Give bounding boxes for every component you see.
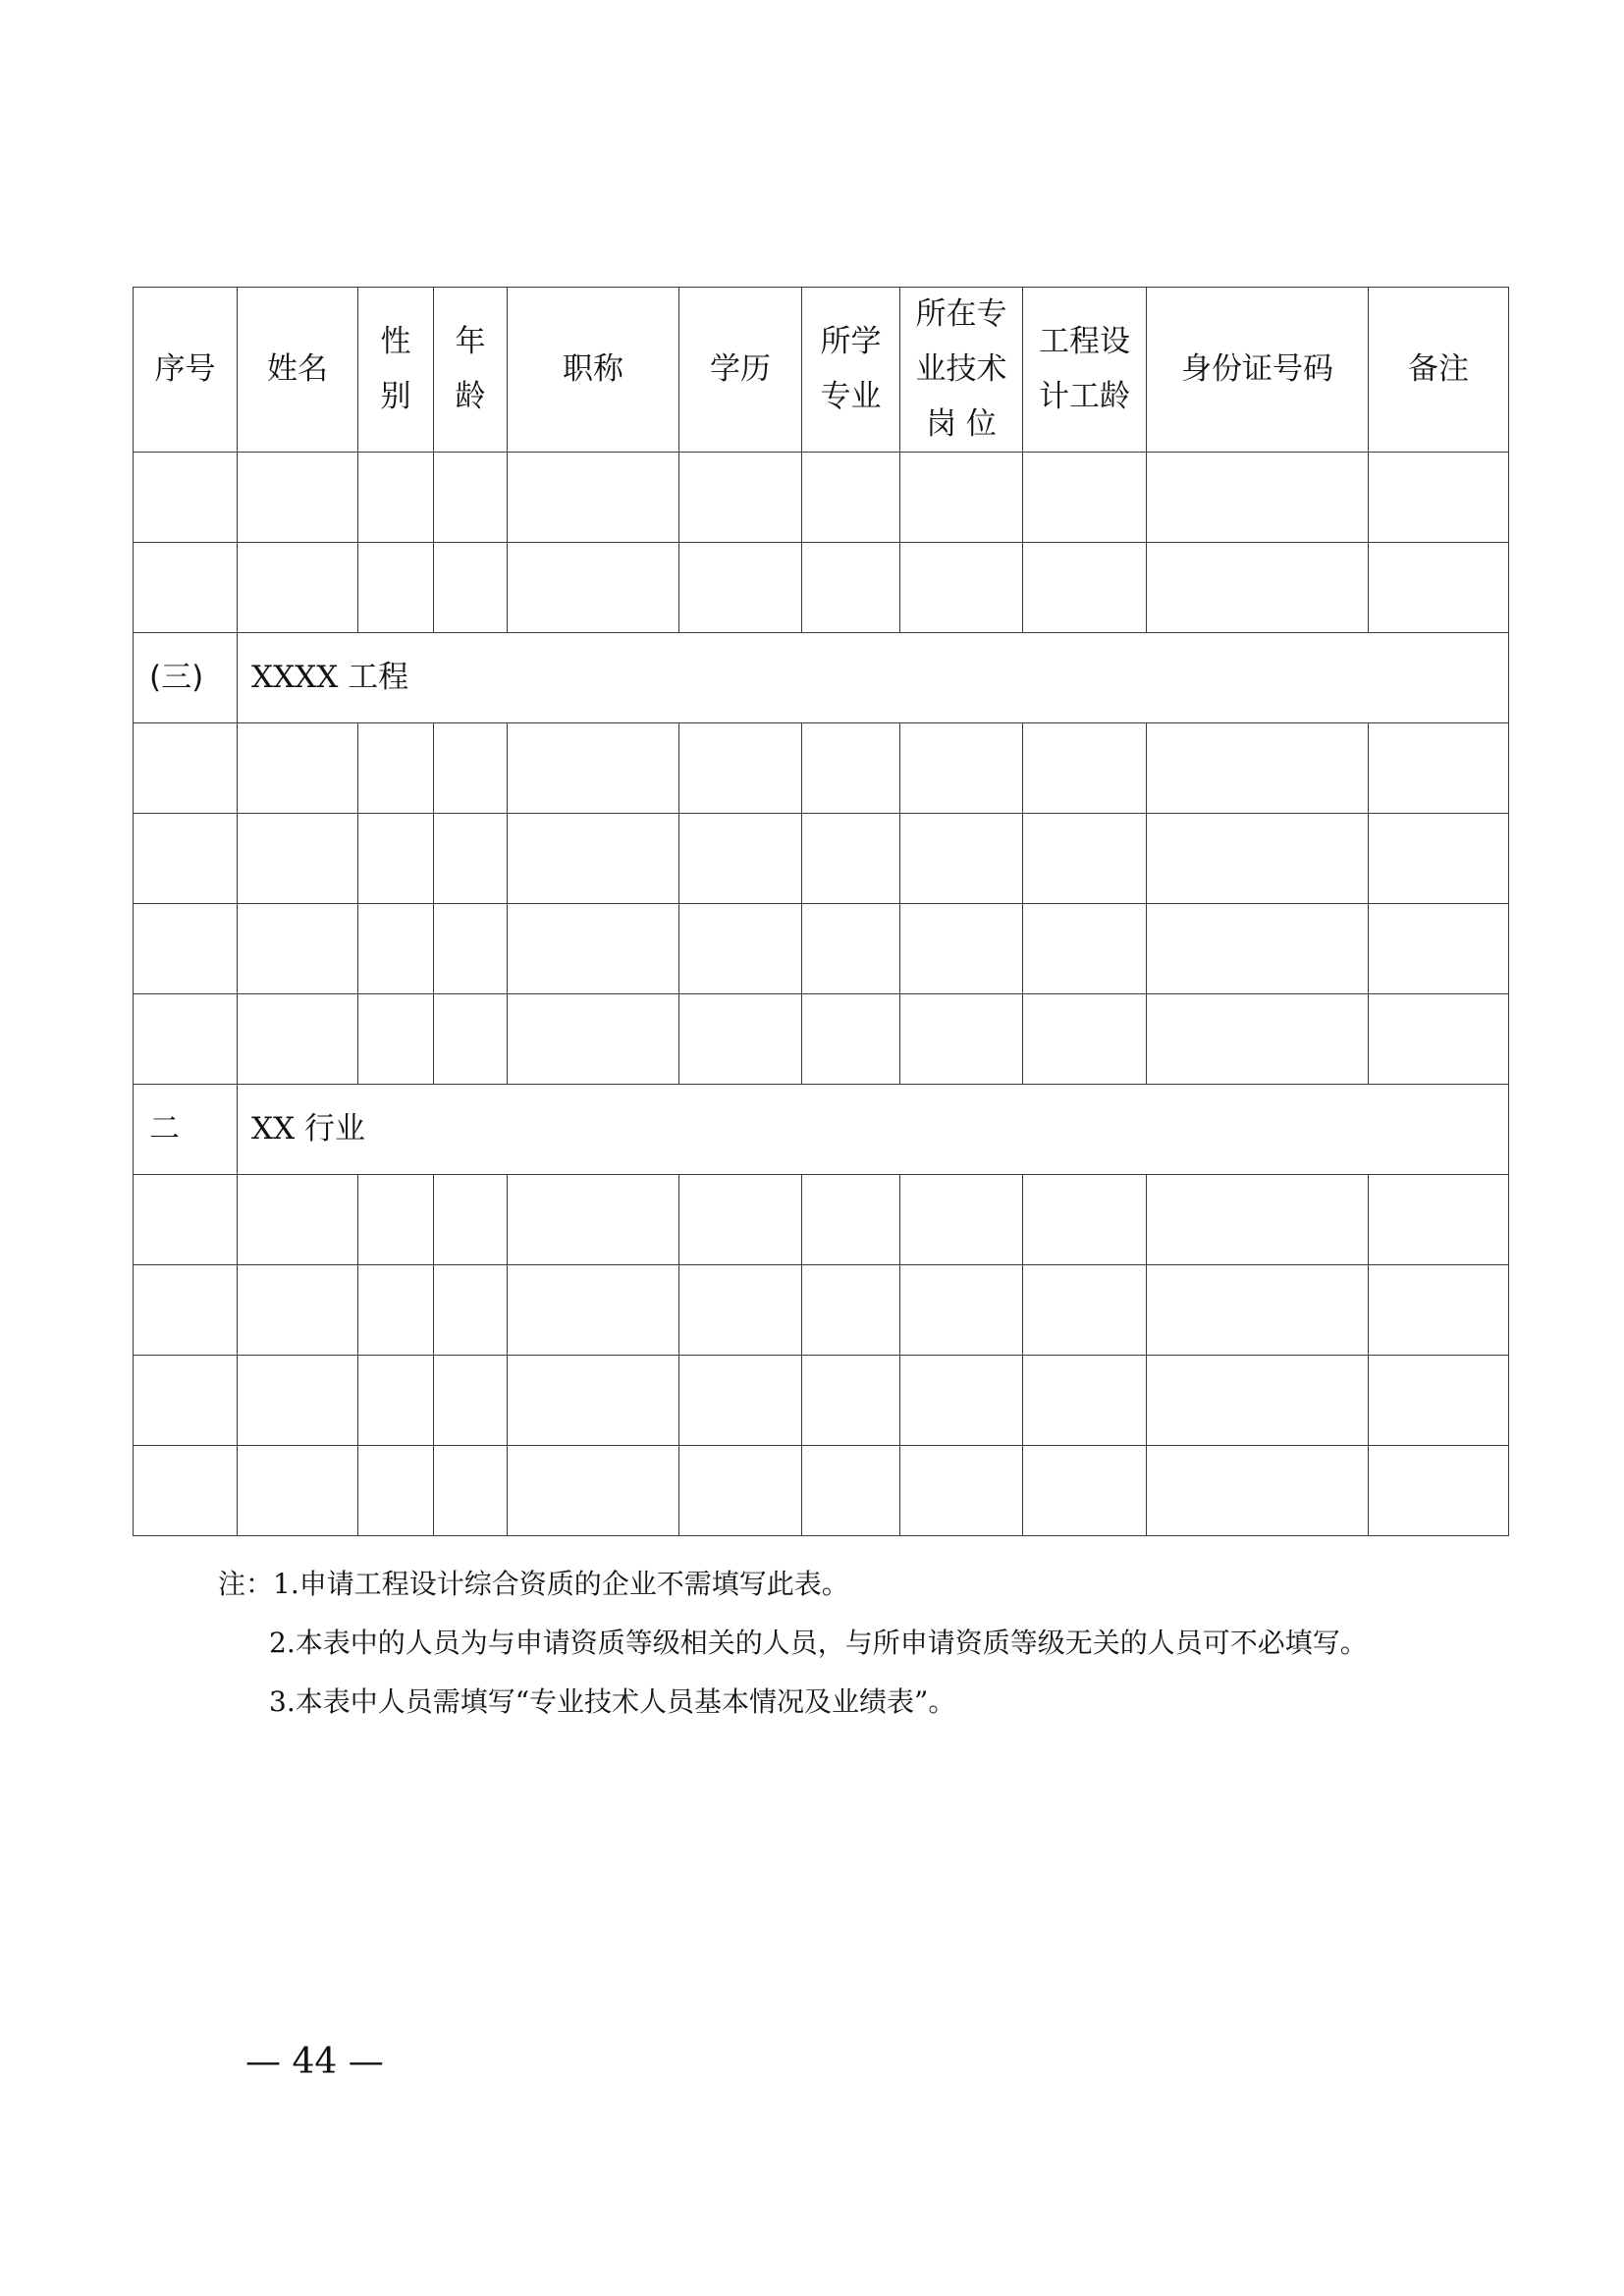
table-cell[interactable] <box>434 723 508 814</box>
table-cell[interactable] <box>900 1265 1023 1356</box>
table-cell[interactable] <box>358 1446 434 1536</box>
table-cell[interactable] <box>1369 1175 1509 1265</box>
table-cell[interactable] <box>802 723 900 814</box>
table-cell[interactable] <box>508 1265 679 1356</box>
table-cell[interactable] <box>238 1446 358 1536</box>
table-cell[interactable] <box>802 1175 900 1265</box>
section-title: XX 行业 <box>238 1085 1509 1175</box>
column-header-line: 专业 <box>820 378 882 414</box>
table-cell[interactable] <box>434 814 508 904</box>
column-header-line: 龄 <box>455 378 486 414</box>
table-cell[interactable] <box>508 1356 679 1446</box>
section-title: XXXX 工程 <box>238 633 1509 723</box>
table-cell[interactable] <box>802 453 900 543</box>
table-cell[interactable] <box>134 723 238 814</box>
column-header <box>508 288 679 453</box>
column-header-line: 计工龄 <box>1039 378 1130 414</box>
table-cell[interactable] <box>679 1446 802 1536</box>
table-cell[interactable] <box>508 814 679 904</box>
table-cell[interactable] <box>900 814 1023 904</box>
section-number: 二 <box>134 1085 238 1175</box>
column-header-line: 所在专 <box>915 296 1007 332</box>
table-cell[interactable] <box>238 904 358 994</box>
table-cell[interactable] <box>679 453 802 543</box>
column-header-label <box>710 343 771 398</box>
table-cell[interactable] <box>358 543 434 633</box>
table-cell[interactable] <box>238 1356 358 1446</box>
table-cell[interactable] <box>434 543 508 633</box>
table-cell[interactable] <box>1023 543 1147 633</box>
table-cell[interactable] <box>1023 994 1147 1085</box>
table-row <box>134 994 1509 1085</box>
column-header-label <box>381 315 411 425</box>
table-cell[interactable] <box>1147 1265 1369 1356</box>
column-header-line: 业技术 <box>915 350 1007 387</box>
table-cell[interactable] <box>900 543 1023 633</box>
table-cell[interactable] <box>508 723 679 814</box>
staff-table <box>133 287 1509 1536</box>
table-cell[interactable] <box>1369 453 1509 543</box>
table-cell[interactable] <box>134 904 238 994</box>
table-cell[interactable] <box>1147 1356 1369 1446</box>
table-cell[interactable] <box>238 1175 358 1265</box>
table-cell[interactable] <box>238 1265 358 1356</box>
column-header-line: 学历 <box>710 350 771 387</box>
table-cell[interactable] <box>900 904 1023 994</box>
column-header-label <box>1408 343 1469 398</box>
table-cell[interactable] <box>900 453 1023 543</box>
table-cell[interactable] <box>134 453 238 543</box>
table-cell[interactable] <box>1147 723 1369 814</box>
table-cell[interactable] <box>508 543 679 633</box>
column-header-label <box>563 343 623 398</box>
table-cell[interactable] <box>1147 814 1369 904</box>
note-item: 2.本表中的人员为与申请资质等级相关的人员，与所申请资质等级无关的人员可不必填写。 <box>269 1627 1368 1659</box>
table-cell[interactable] <box>508 904 679 994</box>
note-line-3 <box>218 1673 1494 1732</box>
table-cell[interactable] <box>802 994 900 1085</box>
section-number: (三) <box>134 633 238 723</box>
table-cell[interactable] <box>1147 453 1369 543</box>
table-cell[interactable] <box>508 453 679 543</box>
table-cell[interactable] <box>679 904 802 994</box>
table-cell[interactable] <box>358 1356 434 1446</box>
page-number: — 44 — <box>245 2042 384 2082</box>
section-row <box>134 633 1509 723</box>
table-cell[interactable] <box>1023 1265 1147 1356</box>
table-cell[interactable] <box>434 994 508 1085</box>
column-header-line: 职称 <box>563 350 623 387</box>
table-cell[interactable] <box>679 814 802 904</box>
column-header <box>900 288 1023 453</box>
column-header-label <box>916 288 1007 452</box>
table-cell[interactable] <box>134 1175 238 1265</box>
table-cell[interactable] <box>238 453 358 543</box>
table-cell[interactable] <box>1023 1356 1147 1446</box>
table-cell[interactable] <box>679 994 802 1085</box>
table-cell[interactable] <box>1023 1446 1147 1536</box>
column-header-line: 身份证号码 <box>1181 350 1333 387</box>
table-row <box>134 543 1509 633</box>
column-header <box>679 288 802 453</box>
table-cell[interactable] <box>1147 904 1369 994</box>
column-header-line: 备注 <box>1408 350 1469 387</box>
table-cell[interactable] <box>358 994 434 1085</box>
column-header-line: 姓名 <box>267 350 328 387</box>
table-cell[interactable] <box>1369 1265 1509 1356</box>
column-header <box>238 288 358 453</box>
column-header-line: 工程设 <box>1039 323 1130 359</box>
column-header-label <box>456 315 486 425</box>
table-cell[interactable] <box>1369 814 1509 904</box>
table-cell[interactable] <box>508 1446 679 1536</box>
table-cell[interactable] <box>508 1175 679 1265</box>
column-header-label <box>1181 343 1333 398</box>
table-row <box>134 1356 1509 1446</box>
column-header-line: 所学 <box>820 323 882 359</box>
column-header-label <box>155 343 216 398</box>
table-cell[interactable] <box>134 1446 238 1536</box>
column-header <box>434 288 508 453</box>
table-cell[interactable] <box>134 1356 238 1446</box>
column-header-line: 别 <box>380 378 411 414</box>
table-body <box>134 288 1509 1536</box>
table-cell[interactable] <box>358 723 434 814</box>
column-header-line: 性 <box>380 323 411 359</box>
table-cell[interactable] <box>900 994 1023 1085</box>
table-cell[interactable] <box>508 994 679 1085</box>
notes-prefix: 注： <box>218 1568 274 1600</box>
table-row <box>134 904 1509 994</box>
table-cell[interactable] <box>802 543 900 633</box>
table-row <box>134 1265 1509 1356</box>
table-cell[interactable] <box>1147 543 1369 633</box>
note-item: 3.本表中人员需填写“专业技术人员基本情况及业绩表”。 <box>269 1685 956 1718</box>
table-cell[interactable] <box>1023 814 1147 904</box>
table-cell[interactable] <box>1369 1446 1509 1536</box>
table-cell[interactable] <box>1023 723 1147 814</box>
table-cell[interactable] <box>679 1265 802 1356</box>
table-row <box>134 814 1509 904</box>
table-cell[interactable] <box>679 723 802 814</box>
table-cell[interactable] <box>1369 994 1509 1085</box>
table-cell[interactable] <box>134 994 238 1085</box>
column-header-line: 年 <box>455 323 486 359</box>
note-item: 1.申请工程设计综合资质的企业不需填写此表。 <box>273 1568 849 1600</box>
table-cell[interactable] <box>802 1356 900 1446</box>
note-line-1 <box>218 1555 1494 1614</box>
table-cell[interactable] <box>802 814 900 904</box>
table-cell[interactable] <box>1369 1356 1509 1446</box>
table-row <box>134 1446 1509 1536</box>
table-cell[interactable] <box>434 904 508 994</box>
table-cell[interactable] <box>1369 904 1509 994</box>
column-header-line: 序号 <box>154 350 216 387</box>
table-cell[interactable] <box>134 1265 238 1356</box>
column-header-label <box>821 315 882 425</box>
column-header <box>134 288 238 453</box>
table-cell[interactable] <box>358 904 434 994</box>
table-cell[interactable] <box>238 814 358 904</box>
table-cell[interactable] <box>1023 453 1147 543</box>
table-cell[interactable] <box>134 543 238 633</box>
table-cell[interactable] <box>802 904 900 994</box>
column-header <box>1369 288 1509 453</box>
table-cell[interactable] <box>900 1446 1023 1536</box>
table-cell[interactable] <box>358 453 434 543</box>
table-cell[interactable] <box>358 1265 434 1356</box>
table-cell[interactable] <box>1147 1446 1369 1536</box>
column-header <box>802 288 900 453</box>
section-row <box>134 1085 1509 1175</box>
column-header-label <box>267 343 328 398</box>
table-cell[interactable] <box>134 814 238 904</box>
table-cell[interactable] <box>1147 1175 1369 1265</box>
table-cell[interactable] <box>1023 904 1147 994</box>
table-cell[interactable] <box>238 994 358 1085</box>
note-line-2 <box>218 1614 1494 1673</box>
table-row <box>134 723 1509 814</box>
table-cell[interactable] <box>679 543 802 633</box>
table-cell[interactable] <box>238 723 358 814</box>
column-header <box>1147 288 1369 453</box>
table-cell[interactable] <box>434 1265 508 1356</box>
table-cell[interactable] <box>434 1356 508 1446</box>
notes <box>218 1555 1494 1732</box>
table-cell[interactable] <box>358 1175 434 1265</box>
table-cell[interactable] <box>434 1175 508 1265</box>
column-header-line: 岗 位 <box>926 405 997 442</box>
table-cell[interactable] <box>434 1446 508 1536</box>
table-cell[interactable] <box>1023 1175 1147 1265</box>
column-header <box>1023 288 1147 453</box>
table-cell[interactable] <box>1369 543 1509 633</box>
table-cell[interactable] <box>434 453 508 543</box>
table-cell[interactable] <box>1147 994 1369 1085</box>
table-cell[interactable] <box>238 543 358 633</box>
table-row <box>134 1175 1509 1265</box>
column-header-label <box>1039 315 1130 425</box>
table-cell[interactable] <box>679 1175 802 1265</box>
table-row <box>134 453 1509 543</box>
table-cell[interactable] <box>802 1446 900 1536</box>
column-header <box>358 288 434 453</box>
table-cell[interactable] <box>900 1175 1023 1265</box>
table-cell[interactable] <box>679 1356 802 1446</box>
table-cell[interactable] <box>802 1265 900 1356</box>
table-cell[interactable] <box>1369 723 1509 814</box>
table-cell[interactable] <box>900 723 1023 814</box>
table-cell[interactable] <box>900 1356 1023 1446</box>
table-cell[interactable] <box>358 814 434 904</box>
table-header-row <box>134 288 1509 453</box>
